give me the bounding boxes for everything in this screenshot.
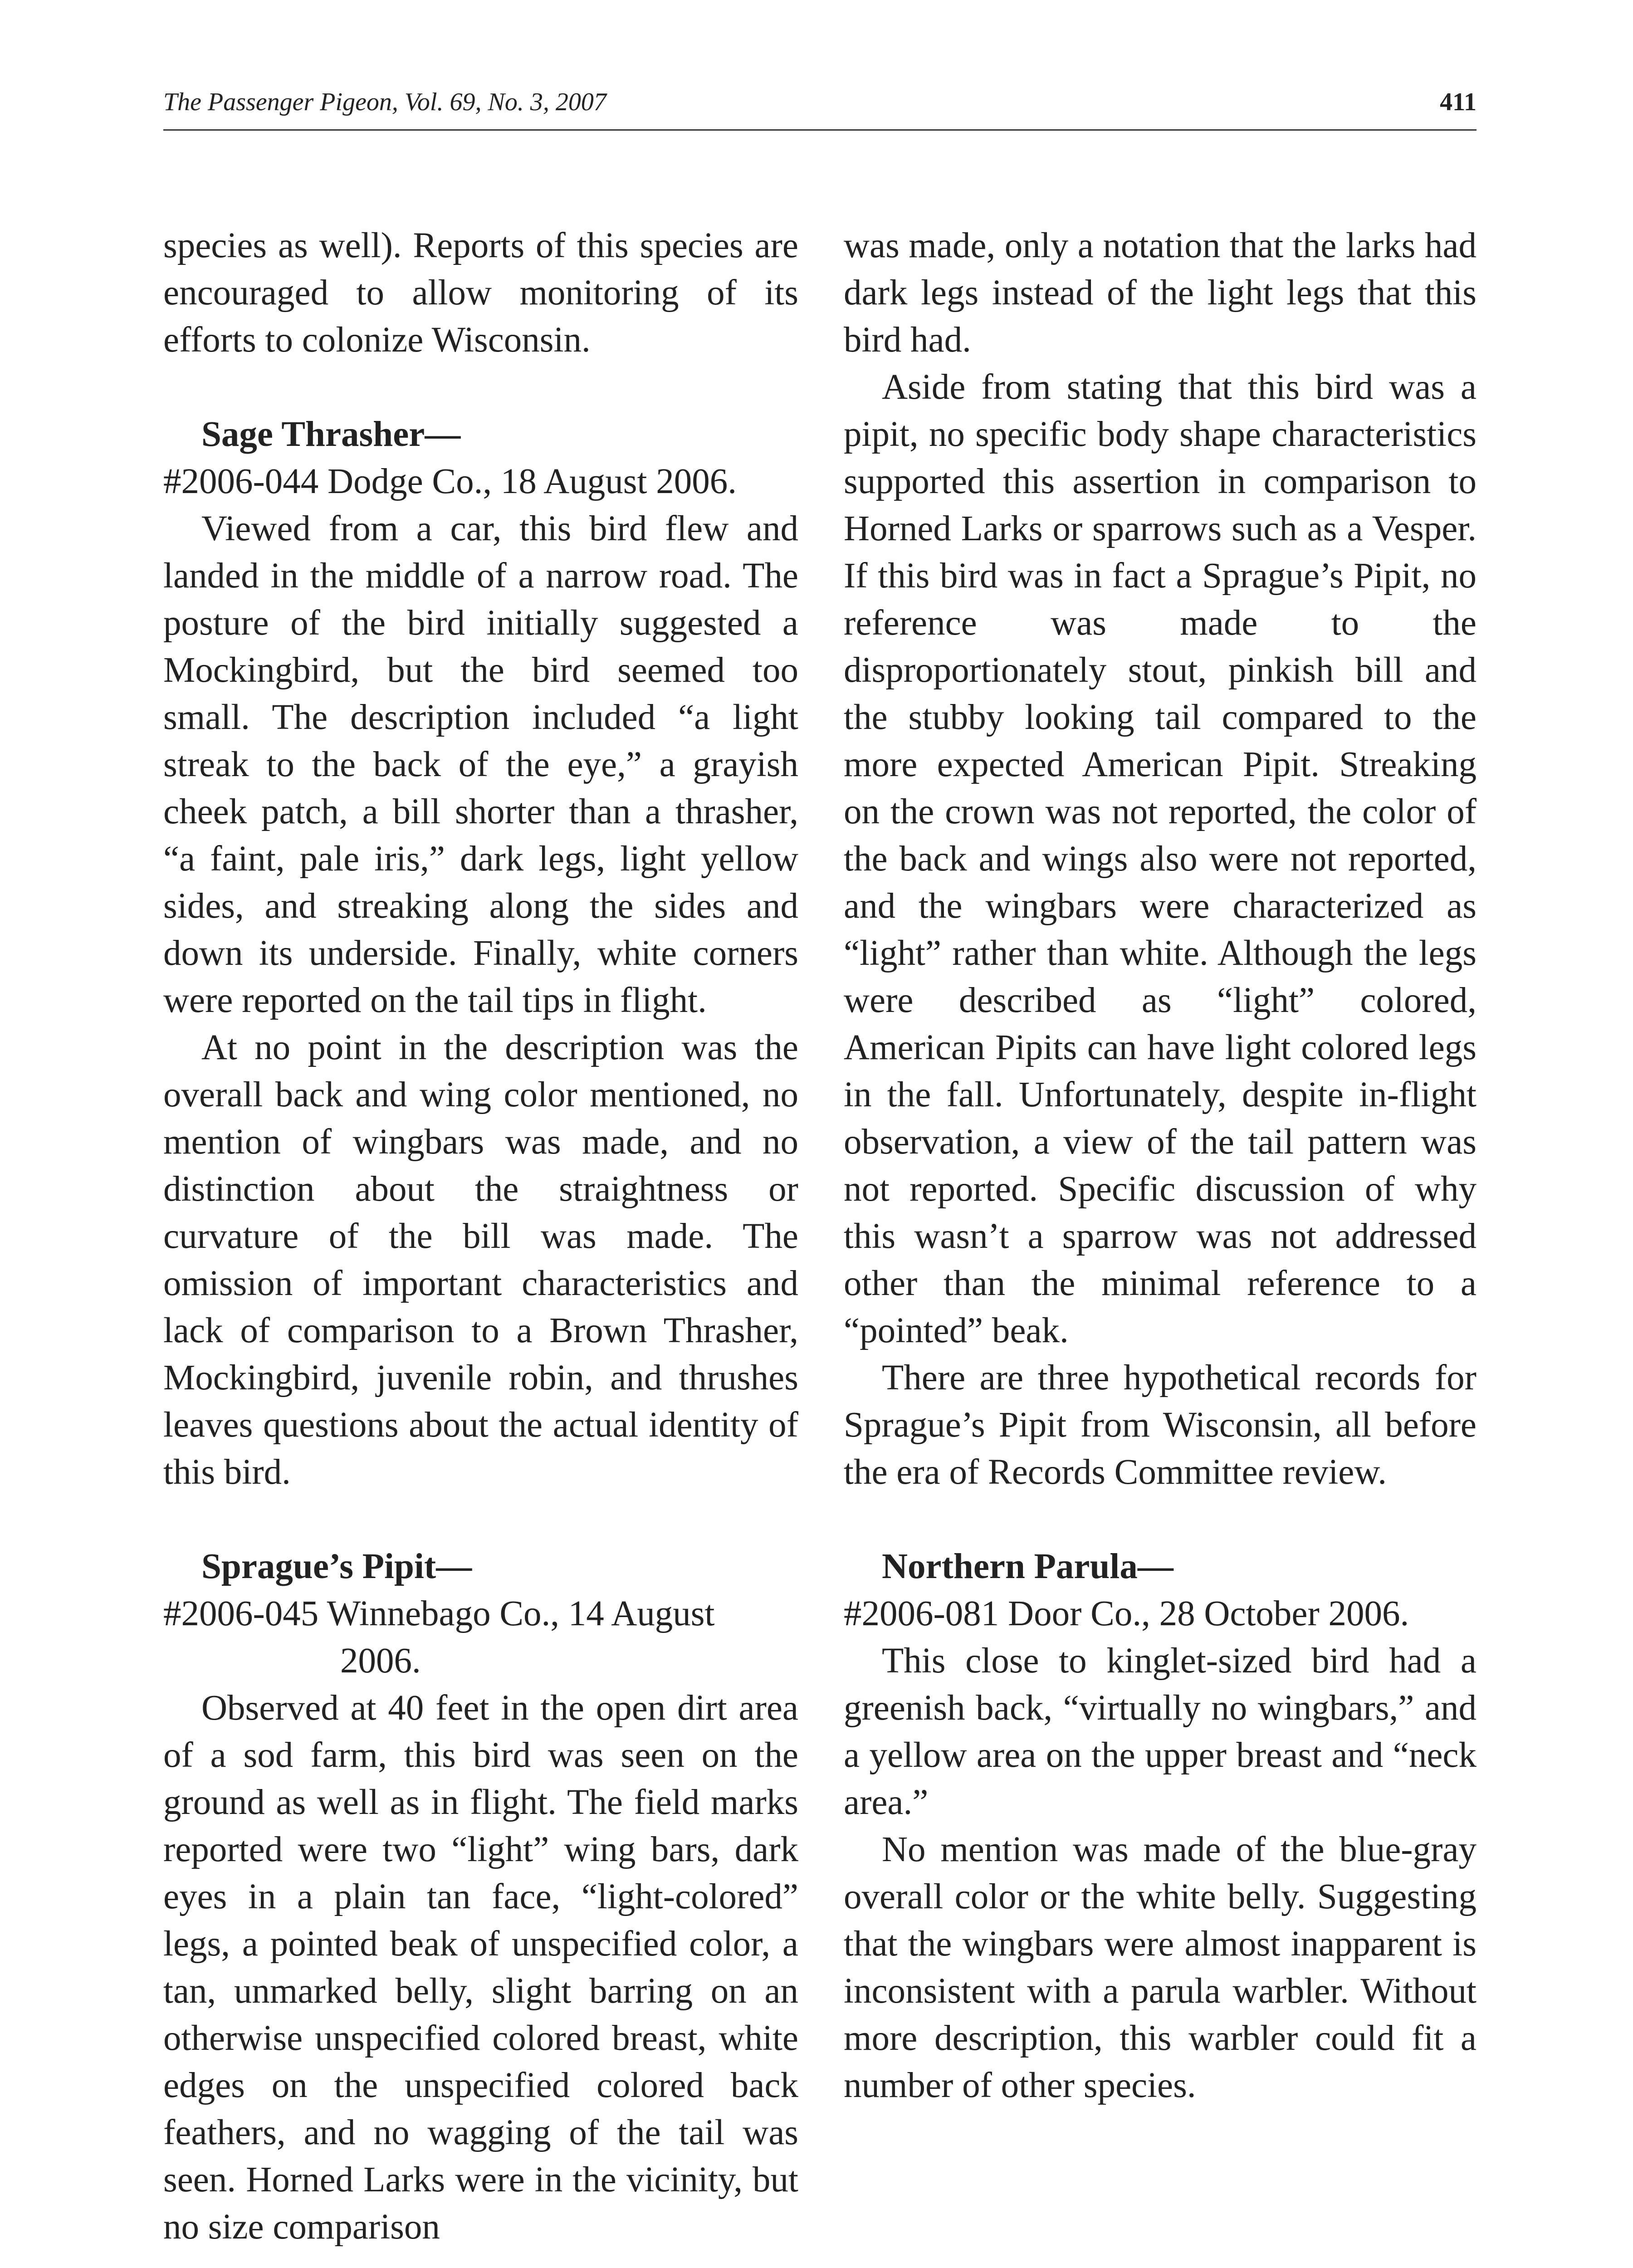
spragues-pipit-paragraph-1: Observed at 40 feet in the open dirt area of a sod farm, this bird was seen on the ground as well as in flight. The field marks reported were two “light” wing bars, dark eyes in a plain tan face, “light-colored” legs, a pointed beak of unspecified color, a tan, unmarked belly, slight barring on an otherwise unspecified colored breast, white edges on the unspecified colored back feathers, and no wagging of the tail was seen. Horned Larks were in the vicinity, but no size comparison [163, 1688, 798, 2247]
northern-parula-record: #2006-081 Door Co., 28 October 2006. [844, 1594, 1409, 1633]
page-number: 411 [1440, 88, 1477, 116]
intro-paragraph: species as well). Reports of this species are encouraged to allow monitoring of its efforts to colonize Wisconsin. [163, 226, 798, 360]
right-column [844, 222, 1477, 2109]
northern-parula-paragraph-1: This close to kinglet-sized bird had a greenish back, “virtually no wingbars,” and a yellow area on the upper breast and “neck area.” [844, 1641, 1477, 1822]
journal-title: The Passenger Pigeon, Vol. 69, No. 3, 2007 [163, 88, 606, 116]
running-head [163, 86, 1477, 131]
northern-parula-paragraph-2: No mention was made of the blue-gray overall color or the white belly. Suggesting that the wingbars were almost inapparent is inconsistent with a parula warbler. Without more description, this warbler could fit a number of other species. [844, 1830, 1477, 2105]
sage-thrasher-paragraph-1: Viewed from a car, this bird flew and landed in the middle of a narrow road. The posture of the bird initially suggested a Mockingbird, but the bird seemed too small. The description included “a light streak to the back of the eye,” a grayish cheek patch, a bill shorter than a thrasher, “a faint, pale iris,” dark legs, light yellow sides, and streaking along the sides and down its underside. Finally, white corners were reported on the tail tips in flight. [163, 509, 798, 1020]
left-column [163, 222, 798, 2251]
sage-thrasher-heading: Sage Thrasher— [201, 415, 461, 454]
spragues-pipit-continuation: was made, only a notation that the larks had dark legs instead of the light legs that this bird had. [844, 226, 1477, 360]
sage-thrasher-paragraph-2: At no point in the description was the overall back and wing color mentioned, no mention of wingbars was made, and no distinction about the straightness or curvature of the bill was made. The omission of important characteristics and lack of comparison to a Brown Thrasher, Mockingbird, juvenile robin, and thrushes leaves questions about the actual identity of this bird. [163, 1028, 798, 1492]
spragues-pipit-record: #2006-045 Winnebago Co., 14 August 2006. [163, 1594, 715, 1681]
spragues-pipit-paragraph-3: There are three hypothetical records for Sprague’s Pipit from Wisconsin, all before the era of Records Committee review. [844, 1358, 1477, 1492]
spragues-pipit-heading: Sprague’s Pipit— [201, 1547, 472, 1586]
northern-parula-heading: Northern Parula— [882, 1547, 1173, 1586]
sage-thrasher-record: #2006-044 Dodge Co., 18 August 2006. [163, 462, 737, 501]
spragues-pipit-paragraph-2: Aside from stating that this bird was a pipit, no specific body shape characteristics supported this assertion in comparison to Horned Larks or sparrows such as a Vesper. If this bird was in fact a Sprague’s Pipit, no reference was made to the disproportionately stout, pinkish bill and the stubby looking tail compared to the more expected American Pipit. Streaking on the crown was not reported, the color of the back and wings also were not reported, and the wingbars were characterized as “light” rather than white. Although the legs were described as “light” colored, American Pipits can have light colored legs in the fall. Unfortunately, despite in-flight observation, a view of the tail pattern was not reported. Specific discussion of why this wasn’t a sparrow was not addressed other than the minimal reference to a “pointed” beak. [844, 367, 1477, 1350]
